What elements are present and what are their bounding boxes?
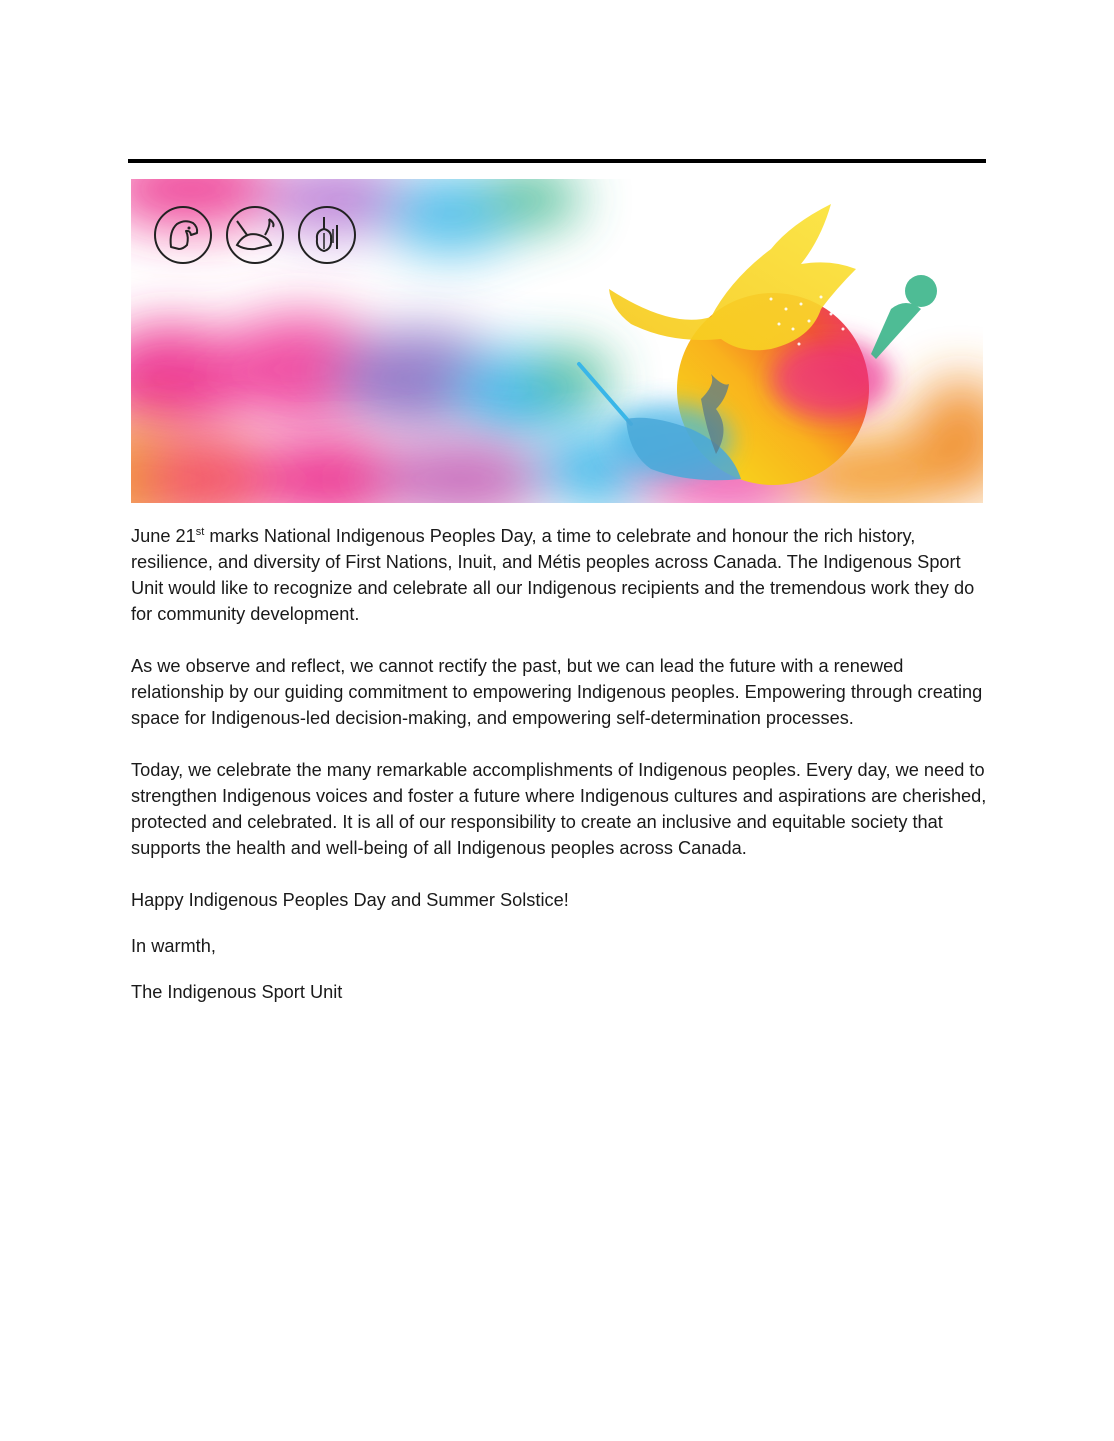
closing-line: In warmth, [131,936,216,956]
header-banner [131,179,983,503]
paragraph-intro [131,523,991,627]
intro-text: marks National Indigenous Peoples Day, a time to celebrate and honour the rich history, resilience, and diversity of First Nations, Inuit, and Métis peoples across Canada. The Indigenous Sport Unit would like to recognize and celebrate all our Indigenous recipients and the tremendous work they do for community development. [131,526,975,624]
paragraph-reflection: As we observe and reflect, we cannot rectify the past, but we can lead the future with a renewed relationship by our guiding commitment to empowering Indigenous peoples. Empowering through creating space for Indigenous-led decision-making, and empowering self-determination processes. [131,656,983,728]
paragraph-celebration: Today, we celebrate the many remarkable accomplishments of Indigenous peoples. Every day, we need to strengthen Indigenous voices and foster a future where Indigenous cultures and aspirations are cherished, protected and celebrated. It is all of our responsibility to create an inclusive and equitable society that supports the health and well-being of all Indigenous peoples across Canada. [131,760,987,858]
date-text: June 21 [131,526,196,546]
eagle-head-icon [153,205,213,265]
letter-body [131,523,991,1005]
signature-line: The Indigenous Sport Unit [131,982,343,1002]
narwhal-icon [225,205,285,265]
fiddle-icon [297,205,357,265]
greeting-line: Happy Indigenous Peoples Day and Summer Solstice! [131,890,569,910]
emblem-row [153,205,357,265]
top-rule [128,159,986,163]
date-ordinal: st [195,526,205,538]
